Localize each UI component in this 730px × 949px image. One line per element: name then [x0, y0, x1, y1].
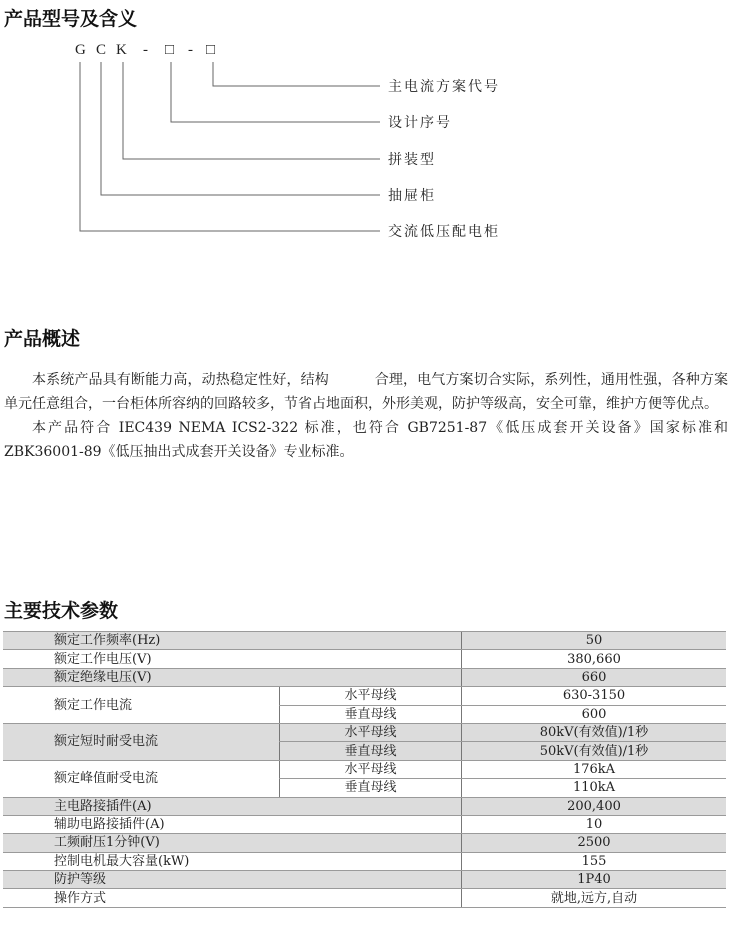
overview-paragraph: 本产品符合 IEC439 NEMA ICS2-322 标准，也符合 GB7251-87《低压成套开关设备》国家标准和 ZBK36001-89《低压抽出式成套开关设备》专业标准。	[4, 420, 728, 460]
param-name: 额定峰值耐受电流	[3, 760, 280, 797]
table-row	[3, 760, 726, 778]
code-box-design: □	[165, 42, 175, 58]
param-value: 200,400	[462, 797, 727, 815]
param-value: 660	[462, 668, 727, 686]
meaning-assembled: 拼装型	[388, 152, 436, 168]
table-row	[3, 889, 726, 907]
param-value: 50	[462, 632, 727, 650]
table-row	[3, 834, 726, 852]
param-sub: 垂直母线	[280, 779, 462, 797]
param-sub: 水平母线	[280, 723, 462, 741]
param-value: 176kA	[462, 760, 727, 778]
code-letter-c: C	[96, 42, 107, 58]
overview-text	[4, 368, 728, 464]
table-row	[3, 871, 726, 889]
param-value: 2500	[462, 834, 727, 852]
param-name: 防护等级	[3, 871, 462, 889]
param-value: 50kV(有效值)/1秒	[462, 742, 727, 760]
table-row	[3, 687, 726, 705]
param-sub: 水平母线	[280, 760, 462, 778]
code-dash: -	[188, 42, 193, 58]
code-dash: -	[143, 42, 148, 58]
param-value: 80kV(有效值)/1秒	[462, 723, 727, 741]
param-name: 工频耐压1分钟(V)	[3, 834, 462, 852]
table-row	[3, 815, 726, 833]
code-box-scheme: □	[206, 42, 216, 58]
overview-paragraph: 本系统产品具有断能力高，动热稳定性好，结构 合理，电气方案切合实际，系列性，通用性强，各种方案单元任意组合，一台柜体所容纳的回路较多，节省占地面积，外形美观，防护等级高，安全可靠，维护方便等优点。	[4, 372, 728, 412]
param-name: 控制电机最大容量(kW)	[3, 852, 462, 870]
section-title-params: 主要技术参数	[4, 600, 119, 622]
table-row	[3, 632, 726, 650]
param-name: 操作方式	[3, 889, 462, 907]
param-value: 155	[462, 852, 727, 870]
table-row	[3, 723, 726, 741]
section-title-model: 产品型号及含义	[4, 8, 138, 30]
table-row	[3, 668, 726, 686]
param-value: 1P40	[462, 871, 727, 889]
param-value: 600	[462, 705, 727, 723]
param-name: 额定工作电压(V)	[3, 650, 462, 668]
meaning-drawer-cabinet: 抽屉柜	[388, 188, 436, 204]
table-row	[3, 650, 726, 668]
meaning-scheme-code: 主电流方案代号	[388, 79, 500, 95]
model-connector-lines	[0, 0, 730, 250]
tech-params-table	[3, 631, 726, 908]
code-letter-k: K	[116, 42, 127, 58]
param-name: 额定工作电流	[3, 687, 280, 724]
param-name: 额定工作频率(Hz)	[3, 632, 462, 650]
code-letter-g: G	[75, 42, 86, 58]
param-name: 主电路接插件(A)	[3, 797, 462, 815]
param-value: 380,660	[462, 650, 727, 668]
param-name: 额定短时耐受电流	[3, 723, 280, 760]
table-row	[3, 852, 726, 870]
param-sub: 垂直母线	[280, 705, 462, 723]
param-name: 辅助电路接插件(A)	[3, 815, 462, 833]
param-value: 630-3150	[462, 687, 727, 705]
table-row	[3, 797, 726, 815]
param-value: 就地,远方,自动	[462, 889, 727, 907]
param-sub: 垂直母线	[280, 742, 462, 760]
meaning-ac-lv-cabinet: 交流低压配电柜	[388, 224, 500, 240]
param-value: 10	[462, 815, 727, 833]
param-value: 110kA	[462, 779, 727, 797]
meaning-design-number: 设计序号	[388, 115, 452, 131]
param-sub: 水平母线	[280, 687, 462, 705]
section-title-overview: 产品概述	[4, 328, 81, 350]
param-name: 额定绝缘电压(V)	[3, 668, 462, 686]
